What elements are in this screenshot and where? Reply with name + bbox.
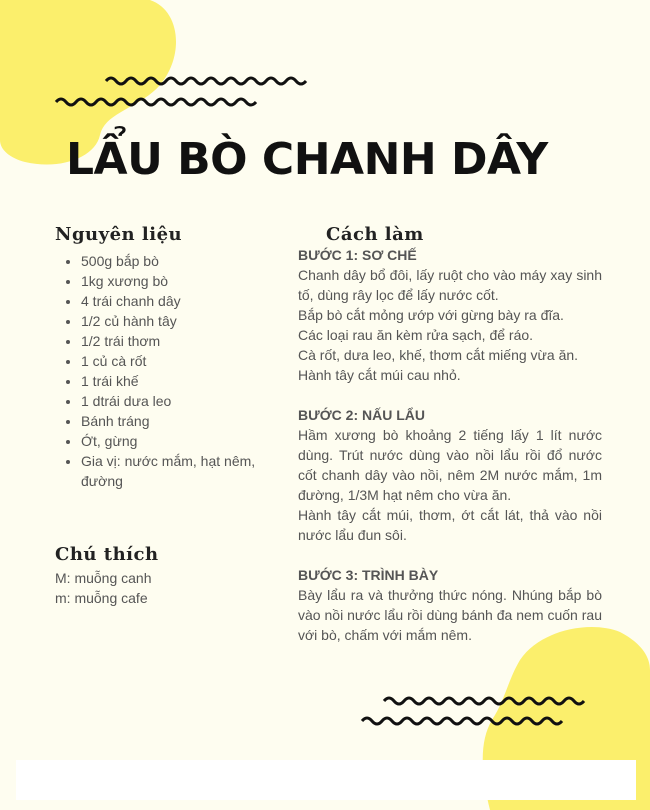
step-line: Cà rốt, dưa leo, khế, thơm cắt miếng vừa ăn.: [298, 347, 579, 363]
ingredient-item: • 1 củ cà rốt: [81, 351, 285, 371]
note-line: M: muỗng canh: [55, 570, 152, 586]
step-3: [298, 565, 602, 645]
ingredient-item: • 1kg xương bò: [81, 271, 285, 291]
wavy-line-bottom-2: [360, 714, 570, 728]
step-1: [298, 245, 602, 385]
step-title: BƯỚC 1: SƠ CHẾ: [298, 247, 417, 263]
step-line: Hành tây cắt múi cau nhỏ.: [298, 367, 461, 383]
step-line: Bày lẩu ra và thưởng thức nóng. Nhúng bắp bò vào nồi nước lẩu rồi dùng bánh đa nem cuốn rau với bò, chấm với mắm nêm.: [298, 587, 602, 643]
step-title: BƯỚC 2: NẤU LẨU: [298, 407, 425, 423]
step-line: Hành tây cắt múi, thơm, ớt cắt lát, thả vào nồi nước lẩu đun sôi.: [298, 507, 602, 543]
ingredient-item: • 1 trái khế: [81, 371, 285, 391]
ingredient-item: • 1/2 củ hành tây: [81, 311, 285, 331]
ingredient-item: • 1 dtrái dưa leo: [81, 391, 285, 411]
ingredients-section: [55, 224, 285, 491]
ingredients-list: [55, 251, 285, 491]
step-body: [298, 265, 602, 385]
method-heading: Cách làm: [326, 224, 424, 245]
recipe-title: LẨU BÒ CHANH DÂY: [66, 134, 548, 185]
wavy-line-bottom-1: [382, 694, 592, 708]
notes-heading: Chú thích: [55, 544, 159, 565]
step-line: Bắp bò cắt mỏng ướp với gừng bày ra đĩa.: [298, 307, 564, 323]
ingredient-item: • 1/2 trái thơm: [81, 331, 285, 351]
step-body: [298, 585, 602, 645]
note-line: m: muỗng cafe: [55, 590, 148, 606]
step-title: BƯỚC 3: TRÌNH BÀY: [298, 567, 439, 583]
wavy-line-top-1: [104, 74, 314, 88]
notes-section: [55, 544, 285, 608]
ingredients-heading: Nguyên liệu: [55, 224, 183, 245]
footer-bar: [16, 760, 636, 800]
step-line: Chanh dây bổ đôi, lấy ruột cho vào máy xay sinh tố, dùng rây lọc để lấy nước cốt.: [298, 267, 602, 303]
step-2: [298, 405, 602, 545]
ingredient-item: • 500g bắp bò: [81, 251, 285, 271]
wavy-line-top-2: [54, 95, 264, 109]
ingredient-item: • Ớt, gừng: [81, 431, 285, 451]
method-section: [298, 224, 602, 665]
ingredient-item: • Bánh tráng: [81, 411, 285, 431]
step-body: [298, 425, 602, 545]
step-line: Các loại rau ăn kèm rửa sạch, để ráo.: [298, 327, 534, 343]
step-line: Hầm xương bò khoảng 2 tiếng lấy 1 lít nước dùng. Trút nước dùng vào nồi lẩu rồi đổ nước cốt chanh dây vào nồi, nêm 2M nước mắm, 1m đường, 1/3M hạt nêm cho vừa ăn.: [298, 427, 602, 503]
ingredient-item: • Gia vị: nước mắm, hạt nêm, đường: [81, 451, 285, 491]
ingredient-item: • 4 trái chanh dây: [81, 291, 285, 311]
